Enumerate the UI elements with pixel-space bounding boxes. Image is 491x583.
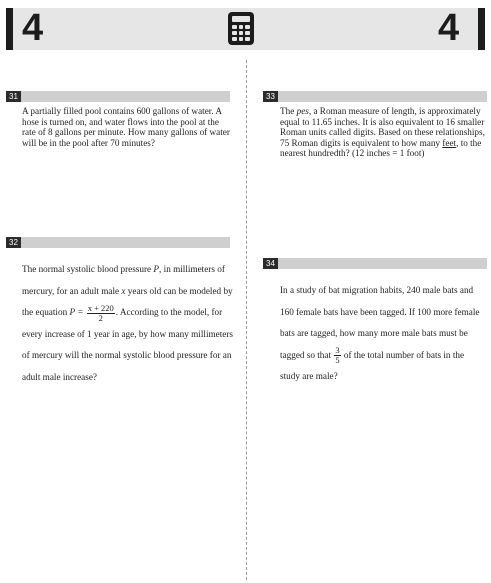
calculator-icon [228,12,254,45]
question-number-32: 32 [6,237,21,248]
question-34-bar [263,258,487,269]
question-number-34: 34 [263,258,278,269]
question-33-text: The pes, a Roman measure of length, is approximately equal to 11.65 inches. It is also equivalent to 16 smaller Roman units called digits. Based on these relationships, 75 Roman digits is equivalent to how many feet, to the nearest hundredth? (12 inches = 1 foot) [280,106,485,159]
section-number-right: 4 [438,7,460,49]
male-ratio-fraction: $\frac{3}{5}$ [335,345,340,366]
question-number-31: 31 [6,91,21,102]
question-34-text: In a study of bat migration habits, 240 male bats and 160 female bats have been tagged. If 100 more female bats are tagged, how many more male bats must be tagged so that $\frac{3}{5}$ of the total number of bats in the study are male? [280,285,480,382]
question-31-bar [6,91,230,102]
section-number-left: 4 [22,7,44,49]
blood-pressure-fraction: $\frac{x + 220}{2}$ [87,302,114,323]
question-number-33: 33 [263,91,278,102]
column-divider [246,60,247,580]
question-32-text: The normal systolic blood pressure P, in millimeters of mercury, for an adult male x years old can be modeled by the equation P = $\frac{x + 220}{2}$ . According to the model, for every increase of 1 year in age, by how many millimeters of mercury will the normal systolic blood pressure for an adult male increase? [22,264,233,382]
question-32-bar [6,237,230,248]
header-right-bar [478,8,485,50]
question-33-bar [263,91,487,102]
question-31-text: A partially filled pool contains 600 gallons of water. A hose is turned on, and water flows into the pool at the rate of 8 gallons per minute. How many gallons of water will be in the pool after 70 minutes? [22,106,230,148]
header-left-bar [6,8,13,50]
